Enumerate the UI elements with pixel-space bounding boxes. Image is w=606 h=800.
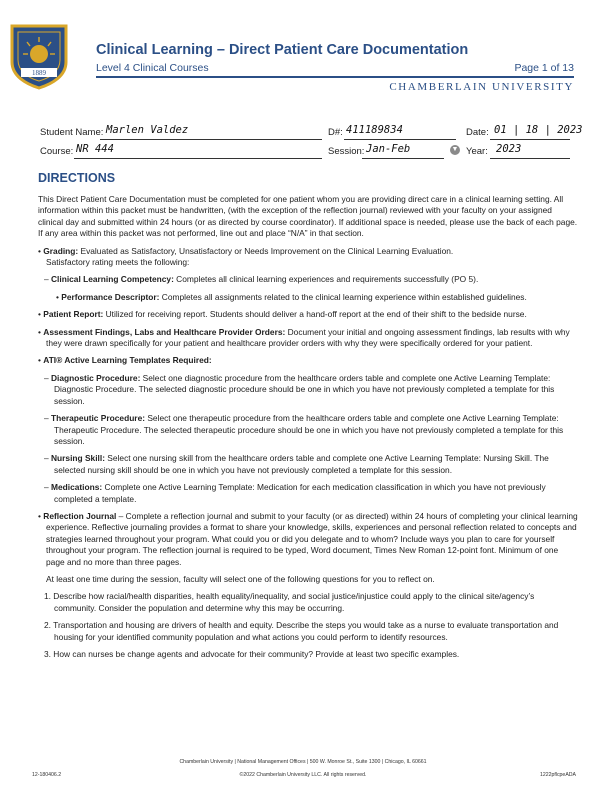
ati-item: • ATI® Active Learning Templates Required: bbox=[38, 355, 212, 366]
footer-code-right: 1222pflcpeADA bbox=[539, 772, 576, 778]
directions-body bbox=[38, 194, 578, 666]
footer-copyright: ©2022 Chamberlain University LLC. All rights reserved. bbox=[239, 772, 367, 778]
performance-item: • Performance Descriptor: Completes all assignments related to the clinical learning experience within established guidelines. bbox=[56, 291, 527, 302]
document-subtitle: Level 4 Clinical Courses bbox=[96, 62, 209, 74]
page-number: Page 1 of 13 bbox=[514, 62, 574, 74]
footer-address: Chamberlain University | National Management Offices | 500 W. Monroe St., Suite 1300 | Chicago, IL 60661 bbox=[179, 759, 427, 765]
grading-label: Grading: bbox=[43, 245, 79, 256]
student-info-row bbox=[40, 124, 583, 140]
footer-code-left: 12-180406.2 bbox=[32, 772, 62, 778]
course-info-row bbox=[40, 143, 570, 159]
grading-item: • Grading: Evaluated as Satisfactory, Unsatisfactory or Needs Improvement on the Clinical Learning Evaluation. Satisfactory rating meets the following: bbox=[38, 245, 454, 268]
directions-heading: DIRECTIONS bbox=[38, 171, 116, 185]
medications-item: – Medications: Complete one Active Learning Template: Medication for each medication classification in which you have not previously completed a template. bbox=[44, 482, 546, 504]
session-select[interactable]: Jan-Feb bbox=[366, 143, 411, 155]
student-name-line bbox=[100, 139, 322, 140]
therapeutic-item: – Therapeutic Procedure: Select one therapeutic procedure from the healthcare orders table and complete one Active Learning Template: Therapeutic Procedure. The selected therapeutic procedure should be one in which you have not previously completed a template for this session. bbox=[44, 413, 564, 446]
competency-item: – Clinical Learning Competency: Completes all clinical learning experiences and requirements successfully (PO 5). bbox=[44, 274, 479, 285]
date-label: Date: bbox=[466, 127, 489, 138]
document-title: Clinical Learning – Direct Patient Care Documentation bbox=[96, 42, 469, 58]
question-1: 1. Describe how racial/health disparities, health equality/inequality, and social justice/injustice could apply to the clinical site/agency’s community. Consider the population and determine why this may be occurring. bbox=[44, 591, 535, 613]
student-name-label: Student Name: bbox=[40, 127, 104, 138]
assessment-item: • Assessment Findings, Labs and Healthcare Provider Orders: Document your initial and ongoing assessment findings, lab results with why they were drawn specifically for your patient and healthcare provider orders with why they were specifically ordered for your patient. bbox=[38, 326, 570, 349]
university-wordmark: CHAMBERLAIN UNIVERSITY bbox=[389, 81, 574, 93]
course-label: Course: bbox=[40, 146, 74, 157]
id-label: D#: bbox=[328, 127, 343, 138]
date-line bbox=[490, 139, 570, 140]
reflection-item: • Reflection Journal – Complete a reflection journal and submit to your faculty (or as directed) within 24 hours of completing your clinical learning experience. Reflective journaling provides a format to share your knowledge, skills, experiences and personal reflection related to concepts and strategies learned throughout your program. What could you or did you delegate and to whom? Include ways you plan to care for yourself throughout your program. The reflection journal is required to be typed, Word document, Times New Roman 12-point font. Minimum of one page and no more than three pages. bbox=[38, 510, 578, 567]
session-label: Session: bbox=[328, 146, 365, 157]
session-line bbox=[362, 158, 444, 159]
student-name-field[interactable]: Marlen Valdez bbox=[106, 124, 189, 136]
year-line bbox=[490, 158, 570, 159]
question-2: 2. Transportation and housing are drivers of health and equity. Describe the steps you would take as a nurse to evaluate transportation and housing for your identified community population and what actions you could perform to identify resources. bbox=[44, 620, 559, 642]
id-line bbox=[344, 139, 456, 140]
university-seal-logo bbox=[8, 24, 70, 90]
date-field[interactable]: 01 | 18 | 2023 bbox=[494, 124, 583, 136]
course-field[interactable]: NR 444 bbox=[76, 143, 114, 155]
patient-report-item: • Patient Report: Utilized for receiving report. Students should deliver a hand-off report at the end of their shift to the bedside nurse. bbox=[38, 309, 527, 320]
diagnostic-item: – Diagnostic Procedure: Select one diagnostic procedure from the healthcare orders table and complete one Active Learning Template: Diagnostic Procedure. The selected diagnostic procedure should be one in which you have not previously completed a template for this session. bbox=[44, 372, 555, 406]
seal-year: 1889 bbox=[32, 69, 46, 77]
chevron-down-icon[interactable]: ▼ bbox=[451, 146, 459, 153]
nursing-skill-item: – Nursing Skill: Select one nursing skill from the healthcare orders table and complete one Active Learning Template: Nursing Skill. The selected nursing skill should be one in which you have not previously completed a template for this session. bbox=[44, 453, 549, 475]
course-line bbox=[74, 158, 322, 159]
year-label: Year: bbox=[466, 146, 488, 157]
intro-paragraph: This Direct Patient Care Documentation must be completed for one patient whom you are providing direct care in a clinical learning setting. All information within this packet must be handwritten, (with the exception of the reflection journal) reviewed with your faculty on your assigned clinical day and submitted within 24 hours (or as directed by course coordinator). If additional space is needed, please use the back of each page. If any area within this packet was not performed, line out and place “N/A” in that section. bbox=[38, 194, 578, 239]
question-3: 3. How can nurses be change agents and advocate for their community? Provide at least two specific examples. bbox=[44, 649, 460, 659]
year-field[interactable]: 2023 bbox=[496, 143, 522, 155]
header-divider bbox=[96, 76, 574, 78]
faculty-select-text: At least one time during the session, faculty will select one of the following questions for you to reflect on. bbox=[46, 573, 435, 584]
id-field[interactable]: 411189834 bbox=[346, 124, 403, 136]
